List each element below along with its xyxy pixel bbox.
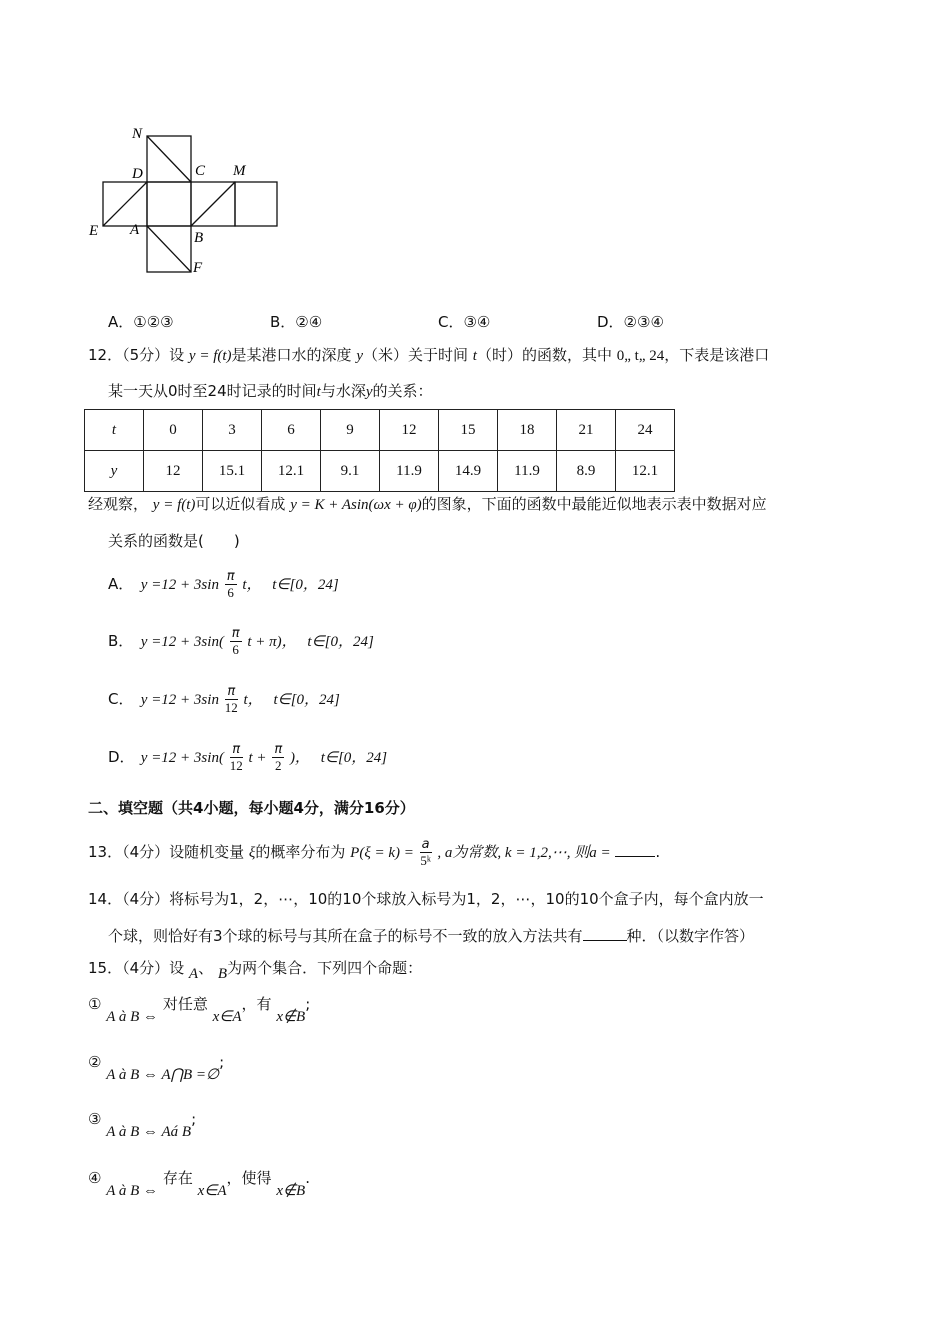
option-formula-mid: t + — [248, 750, 267, 766]
q14-answer-blank[interactable] — [583, 940, 627, 941]
option-range: t∈[0，24] — [307, 634, 374, 650]
table-cell: 12 — [144, 451, 203, 492]
diagonal-ED — [103, 182, 147, 226]
table-cell: 14.9 — [439, 451, 498, 492]
obs-func2: y = K + Asin(ωx + φ) — [290, 497, 422, 513]
q15-sep: 、 — [198, 959, 214, 977]
prop-left: A à B ⇔ Aá B — [106, 1124, 192, 1140]
label-F: F — [193, 260, 203, 276]
option-formula-pre: y =12 + 3sin — [140, 692, 219, 708]
prop-word: 对任意 — [162, 995, 208, 1013]
q12-var-t: t — [472, 348, 477, 364]
option-formula-post: t， — [243, 692, 263, 708]
q13-answer-blank[interactable] — [615, 856, 655, 857]
prop-mark: ③ — [88, 1110, 102, 1128]
q12-line1 — [88, 344, 769, 365]
q11-option-b: B．②④ — [270, 313, 323, 331]
frac-den: 5ᵏ — [420, 853, 431, 868]
table-cell: 12.1 — [616, 451, 675, 492]
q14-text2: 种．（以数字作答） — [626, 927, 755, 945]
q12-var-y: y — [356, 348, 363, 364]
section-heading-fill-in: 二、填空题（共4小题，每小题4分，满分16分） — [88, 799, 415, 817]
prop-end: . — [305, 1169, 310, 1187]
table-cell: 12.1 — [262, 451, 321, 492]
prop-mark: ① — [88, 995, 102, 1013]
table-head-y: y — [85, 451, 144, 492]
diagonal-AF — [147, 226, 191, 272]
q13-number: 13． — [88, 843, 123, 861]
prop-end: ; — [219, 1053, 225, 1071]
q12-score: （5分）设 — [122, 346, 185, 364]
prop-left: A à B ⇔ — [106, 1183, 159, 1199]
prop-sub2: x∉B — [276, 1009, 306, 1025]
q12-line2-text2: 与水深 — [320, 382, 366, 400]
q13-text2: 的概率分布为 — [255, 843, 346, 861]
frac-num: π — [230, 743, 243, 758]
q12-text4: ，下表是该港口 — [664, 346, 770, 364]
q14-line1: 14．（4分）将标号为1，2，⋯，10的10个球放入标号为1，2，⋯，10的10个盒子内，每个盒内放一 — [88, 890, 764, 908]
prop-comma: ，使得 — [226, 1169, 272, 1187]
table-cell: 18 — [498, 410, 557, 451]
q14-text: 个球，则恰好有3个球的标号与其所在盒子的标号不一致的放入方法共有 — [108, 927, 583, 945]
option-formula-pre: y =12 + 3sin( — [140, 634, 224, 650]
prop-mark: ② — [88, 1053, 102, 1071]
q12-number: 12． — [88, 346, 123, 364]
q15-proposition-4 — [88, 1167, 310, 1199]
option-label: B． — [108, 632, 134, 650]
prop-sub1: x∈A — [197, 1183, 227, 1199]
obs-func: y = f(t) — [152, 497, 196, 513]
tide-data-table — [84, 409, 675, 492]
q13-var: ξ — [248, 845, 256, 861]
q11-option-d: D．②③④ — [597, 313, 664, 331]
q12-func: y = f(t) — [188, 348, 232, 364]
obs-text2: 可以近似看成 — [195, 495, 286, 513]
q12-observation-line2: 关系的函数是( ) — [108, 532, 240, 550]
obs-text3: 的图象，下面的函数中最能近似地表示表中数据对应 — [421, 495, 767, 513]
table-cell: 6 — [262, 410, 321, 451]
option-formula-post: )， — [289, 750, 310, 766]
frac-den: 2 — [274, 758, 282, 773]
q12-option-d — [108, 743, 387, 772]
q11-option-c: C．③④ — [438, 313, 491, 331]
option-label: D． — [108, 748, 135, 766]
prop-mark: ④ — [88, 1169, 102, 1187]
q11-option-a: A．①②③ — [108, 313, 174, 331]
option-range: t∈[0，24] — [320, 750, 388, 766]
label-A: A — [130, 222, 140, 238]
frac-den: 12 — [229, 758, 243, 773]
q15-set-b: B — [217, 966, 228, 982]
prop-left: A à B ⇔ — [106, 1009, 159, 1025]
q14-line2 — [108, 925, 754, 946]
table-row-y — [85, 451, 675, 492]
q15-text: （4分）设 — [122, 959, 185, 977]
frac-den: 6 — [227, 585, 234, 600]
prop-word: 存在 — [162, 1169, 193, 1187]
q12-line2-y: y — [365, 384, 373, 400]
table-cell: 11.9 — [498, 451, 557, 492]
prop-end: ; — [305, 995, 311, 1013]
frac-num: π — [231, 626, 240, 641]
prop-end: ; — [191, 1110, 197, 1128]
q13-formula-post: , a为常数, k = 1,2,⋯, 则a = — [437, 845, 611, 861]
label-C: C — [195, 163, 206, 179]
frac-den: 6 — [232, 642, 239, 657]
table-cell: 9.1 — [321, 451, 380, 492]
table-cell: 21 — [557, 410, 616, 451]
q15-proposition-2 — [88, 1053, 225, 1083]
table-cell: 9 — [321, 410, 380, 451]
table-cell: 3 — [203, 410, 262, 451]
q12-option-b — [108, 627, 374, 656]
q12-text2: （米）关于时间 — [363, 346, 469, 364]
q12-range: 0„ t„ 24 — [616, 348, 665, 364]
label-B: B — [194, 230, 204, 246]
table-cell: 15 — [439, 410, 498, 451]
table-cell: 15.1 — [203, 451, 262, 492]
q15-text2: 为两个集合．下列四个命题： — [227, 959, 423, 977]
option-formula-post: t + π)， — [247, 634, 297, 650]
table-cell: 8.9 — [557, 451, 616, 492]
q12-option-a — [108, 570, 339, 599]
q15-set-a: A — [188, 966, 199, 982]
option-formula-pre: y =12 + 3sin — [140, 577, 219, 593]
label-D: D — [132, 166, 143, 182]
option-formula-pre: y =12 + 3sin( — [140, 750, 224, 766]
option-formula-post: t， — [242, 577, 262, 593]
q12-line2-text: 某一天从0时至24时记录的时间 — [108, 382, 317, 400]
q12-line2-t: t — [316, 384, 321, 400]
frac-num: π — [226, 569, 235, 584]
option-range: t∈[0，24] — [273, 692, 340, 708]
net-square-right2 — [235, 182, 277, 226]
label-E: E — [89, 223, 99, 239]
label-N: N — [132, 126, 143, 142]
q12-option-c — [108, 685, 340, 714]
prop-left: A à B ⇔ A⋂B =∅ — [106, 1067, 220, 1083]
q15-proposition-1 — [88, 993, 311, 1025]
frac-num: π — [274, 742, 283, 757]
diagonal-BM — [191, 182, 235, 226]
frac-den: 12 — [224, 700, 238, 715]
q13-line — [88, 838, 660, 867]
option-label: C． — [108, 690, 134, 708]
table-cell: 0 — [144, 410, 203, 451]
q13-text: （4分）设随机变量 — [122, 843, 245, 861]
prop-sub2: x∉B — [276, 1183, 306, 1199]
q12-text1: 是某港口水的深度 — [231, 346, 352, 364]
net-square-center — [147, 182, 191, 226]
obs-text1: 经观察， — [88, 495, 149, 513]
option-range: t∈[0，24] — [272, 577, 339, 593]
q12-line2 — [108, 380, 433, 401]
q13-formula-pre: P(ξ = k) = — [350, 845, 414, 861]
q15-proposition-3 — [88, 1110, 197, 1140]
q15-number: 15． — [88, 959, 123, 977]
q15-line — [88, 957, 423, 982]
table-row-t — [85, 410, 675, 451]
q12-observation-line1 — [88, 493, 767, 514]
q12-text3: （时）的函数，其中 — [476, 346, 612, 364]
table-cell: 12 — [380, 410, 439, 451]
option-label: A． — [108, 575, 134, 593]
prop-sub1: x∈A — [212, 1009, 242, 1025]
prop-comma: ，有 — [241, 995, 272, 1013]
table-head-t: t — [85, 410, 144, 451]
q13-end: . — [655, 843, 661, 861]
frac-num: a — [421, 837, 430, 852]
frac-num: π — [225, 685, 238, 700]
q12-line2-text3: 的关系： — [372, 382, 433, 400]
table-cell: 24 — [616, 410, 675, 451]
table-cell: 11.9 — [380, 451, 439, 492]
diagonal-NC — [147, 136, 191, 182]
cube-net-figure — [85, 120, 285, 280]
label-M: M — [233, 163, 246, 179]
